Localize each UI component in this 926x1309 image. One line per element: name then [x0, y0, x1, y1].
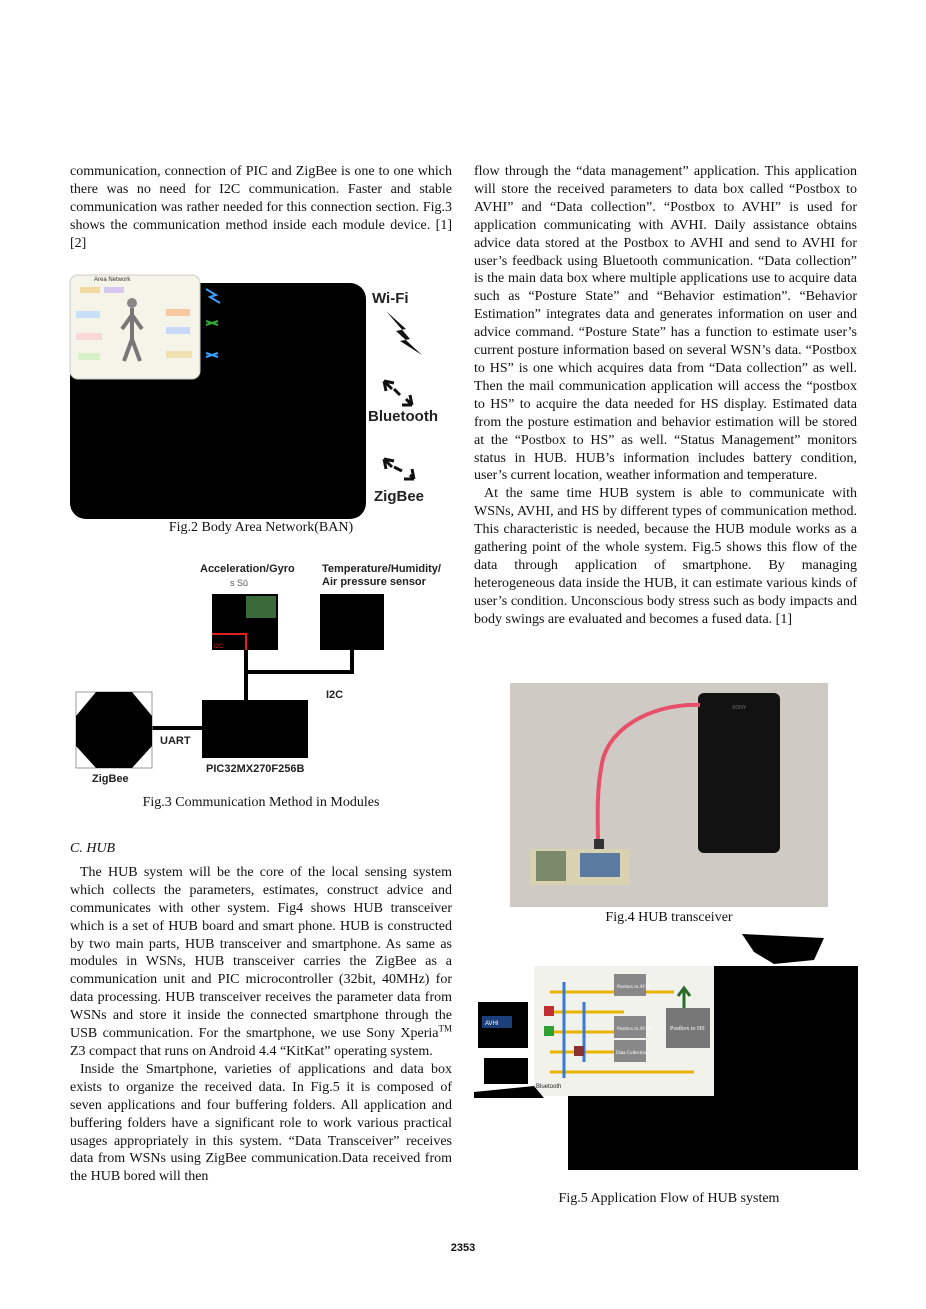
fig3-temp-label-2: Air pressure sensor — [322, 576, 426, 588]
fig4-smartphone — [698, 693, 780, 853]
fig3-i2c-small: I2C — [214, 644, 224, 650]
fig3-temp-label-1: Temperature/Humidity/ — [322, 563, 441, 575]
hub-paragraph-1 — [70, 864, 452, 1061]
fig3-temp-sensor-board — [320, 594, 384, 650]
fig3-zigbee-module — [76, 692, 152, 768]
fig5-data-collection-label: Data Collection — [616, 1051, 648, 1056]
fig3-accel-sub: s Sŭ — [230, 578, 249, 588]
left-column-section-c — [70, 840, 452, 1186]
fig5-app-block — [544, 1026, 554, 1036]
fig3-accel-chip — [246, 596, 276, 618]
left-column — [70, 163, 452, 253]
fig5-app-block — [574, 1046, 584, 1056]
fig3-communication-method — [70, 556, 452, 788]
fig2-wifi-label: Wi-Fi — [372, 290, 409, 307]
fig2-node — [76, 333, 102, 340]
right-column — [474, 163, 857, 629]
fig3-graphic — [70, 556, 452, 788]
fig3-i2c-label: I2C — [326, 689, 344, 701]
hub-paragraph-2: Inside the Smartphone, varieties of applications and data box exists to organize the received data. In Fig.5 it is composed of seven applications and four buffering folders. All application and buffering folders have a significant role to work various practical usages appropriately in this system. “Data Transceiver” receives data from WSNs using ZigBee communication.Data received from the HUB bored will then — [70, 1061, 452, 1185]
fig2-graphic — [70, 277, 450, 521]
fig4-zigbee-chip — [536, 851, 566, 881]
fig4-hub-transceiver-photo — [510, 683, 828, 907]
trademark-sup: TM — [438, 1023, 452, 1034]
fig5-postbox-2-label: Postbox to AVHI — [617, 1027, 652, 1032]
fig3-pic-board — [202, 700, 308, 758]
fig5-application-flow — [474, 932, 858, 1170]
fig5-wsn-device — [484, 1058, 528, 1084]
hub-paragraph-1-b: Z3 compact that runs on Android 4.4 “KitKat” operating system. — [70, 1043, 433, 1059]
right-paragraph-2: At the same time HUB system is able to communicate with WSNs, AVHI, and HS by different types of communication method. This characteristic is needed, because the HUB module works as a gathering point of the whole system. Fig.5 shows this flow of the data through application of smartphone. By managing heterogeneous data inside the HUB, it can estimate various kinds of user’s condition. Unconscious body stress such as body impacts and body swings are evaluated and becomes a fused data. [1] — [474, 486, 857, 627]
section-title-hub: C. HUB — [70, 841, 116, 856]
fig4-brand: SONY — [732, 705, 747, 711]
fig2-node — [166, 327, 190, 334]
fig5-postbox-1-label: Postbox to AVHI — [617, 985, 652, 990]
fig5-app-block — [544, 1006, 554, 1016]
fig3-zigbee-label: ZigBee — [92, 773, 129, 785]
fig3-caption: Fig.3 Communication Method in Modules — [142, 795, 380, 810]
fig2-body-area-network — [70, 277, 450, 521]
fig5-postbox-hs-label: Postbox to HS — [670, 1026, 705, 1032]
fig2-bluetooth-label: Bluetooth — [368, 408, 438, 425]
fig2-inset-title: Area Network — [94, 277, 131, 283]
fig2-person-head — [127, 298, 137, 308]
fig3-accel-label: Acceleration/Gyro — [200, 563, 295, 575]
fig2-caption: Fig.2 Body Area Network(BAN) — [168, 520, 354, 535]
fig2-bluetooth-arrow-icon — [384, 381, 412, 405]
fig2-node — [166, 351, 192, 358]
fig5-graphic — [474, 932, 858, 1170]
fig3-pic-label: PIC32MX270F256B — [206, 763, 305, 775]
fig4-graphic — [510, 683, 828, 907]
page-number: 2353 — [450, 1242, 476, 1254]
fig4-caption: Fig.4 HUB transceiver — [605, 910, 733, 925]
fig3-uart-label: UART — [160, 735, 191, 747]
fig5-bluetooth-label: Bluetooth — [536, 1084, 562, 1090]
fig5-caption: Fig.5 Application Flow of HUB system — [558, 1191, 780, 1206]
fig5-cloud-icon — [772, 966, 824, 990]
fig2-node — [80, 287, 100, 293]
hub-paragraph-1-a: The HUB system will be the core of the local sensing system which collects the parameters, estimates, construct advice and communicates with other system. Fig4 shows HUB transceiver which is a set of HUB board and smart phone. HUB is constructed by two main parts, HUB transceiver and smartphone. As same as modules in WSNs, HUB transceiver carries the ZigBee as a communication unit and PIC microcontroller (32bit, 40MHz) for data processing. HUB transceiver receives the parameter data from WSNs and store it inside the connected smartphone through the USB communication. For the smartphone, we use Sony Xperia — [70, 864, 452, 1042]
fig2-zigbee-arrow-icon — [384, 459, 414, 479]
right-paragraph-continued: flow through the “data management” application. This application will store the received parameters to data box called “Postbox to AVHI” and “Data collection”. “Postbox to AVHI” is used for application communicating with AVHI. Daily assistance obtains advice data stored at the Postbox to AVHI and send to AVHI for user’s feedback using Bluetooth communication. “Data collection” is the main data box where multiple applications use to acquire data such as “Posture State” and “Behavior estimation”. “Behavior Estimation” integrates data and generates information on user and advice command. “Posture State” has a function to estimate user’s current posture information based on several WSN’s data. “Postbox to HS” is one which acquires data from “Data collection” as well. Then the mail communication application will access the “postbox to HS” to acquire the data needed for HS display. Estimated data from the posture estimation and behavior estimation will be stored at the “Postbox to HS” as well. “Status Management” monitors status in HUB. HUB’s information includes battery condition, user’s current location, weather information and temperature. — [474, 164, 857, 484]
fig5-avhi-label: AVHI — [485, 1021, 499, 1027]
fig4-pic-chip — [580, 853, 620, 877]
fig2-node — [166, 309, 190, 316]
fig2-node — [104, 287, 124, 293]
fig2-node — [78, 353, 100, 360]
fig2-node — [76, 311, 100, 318]
fig2-zigbee-label: ZigBee — [374, 488, 425, 505]
fig2-wifi-lightning-icon — [386, 311, 422, 355]
left-paragraph-continued: communication, connection of PIC and ZigBee is one to one which there was no need for I2C communication. Faster and stable communication was rather needed for this connection section. Fig.3 shows the communication method inside each module device. [1][2] — [70, 164, 452, 251]
